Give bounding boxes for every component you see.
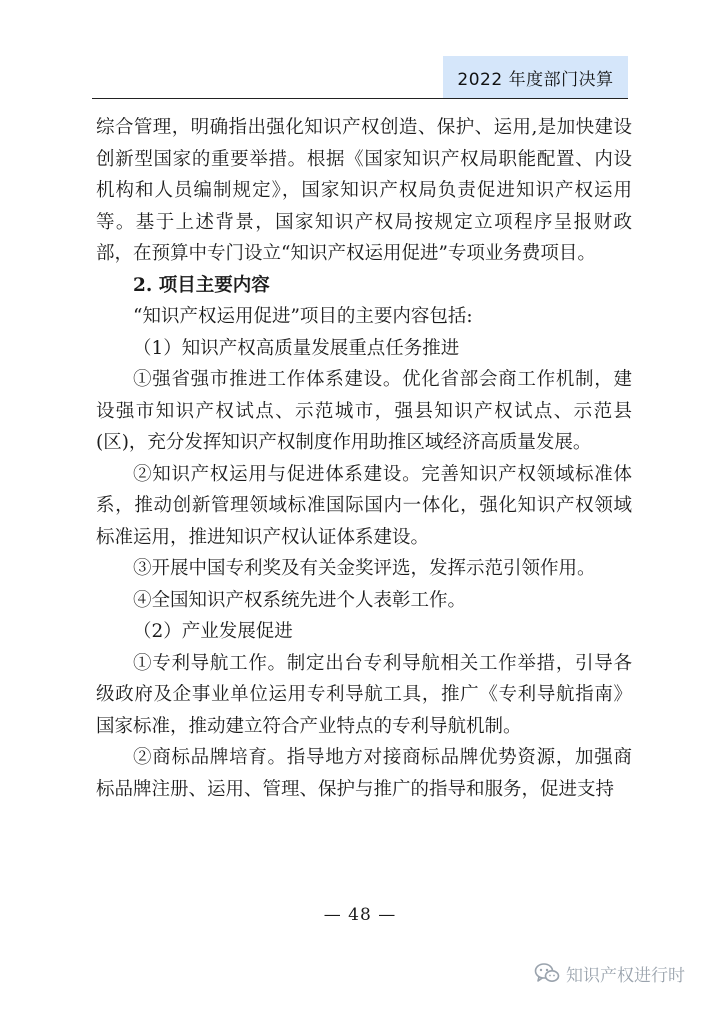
subheading-2: （2）产业发展促进 (133, 621, 293, 642)
item-2-1: ①专利导航工作。制定出台专利导航相关工作举措，引导各级政府及企事业单位运用专利导航工具，推广《专利导航指南》国家标准，推动建立符合产业特点的专利导航机制。 (96, 652, 632, 737)
paragraph-background: 综合管理，明确指出强化知识产权创造、保护、运用,是加快建设创新型国家的重要举措。根据《国家知识产权局职能配置、内设机构和人员编制规定》，国家知识产权局负责促进知识产权运用等。基于上述背景，国家知识产权局按规定立项程序呈报财政部，在预算中专门设立“知识产权运用促进”专项业务费项目。 (96, 117, 632, 264)
page-number: — 48 — (323, 905, 397, 925)
item-1-2: ②知识产权运用与促进体系建设。完善知识产权领域标准体系，推动创新管理领域标准国际国内一体化，强化知识产权领域标准运用，推进知识产权认证体系建设。 (96, 463, 632, 548)
item-1-1: ①强省强市推进工作体系建设。优化省部会商工作机制，建设强市知识产权试点、示范城市，强县知识产权试点、示范县(区)，充分发挥知识产权制度作用助推区域经济高质量发展。 (96, 369, 632, 453)
watermark-text: 知识产权进行时 (566, 965, 685, 986)
item-1-3: ③开展中国专利奖及有关金奖评选，发挥示范引领作用。 (133, 558, 596, 579)
wechat-icon (534, 962, 560, 984)
item-1-4: ④全国知识产权系统先进个人表彰工作。 (133, 589, 467, 611)
subheading-1: （1）知识产权高质量发展重点任务推进 (133, 337, 460, 359)
paragraph-intro: “知识产权运用促进”项目的主要内容包括: (133, 306, 473, 327)
header-title: 2022 年度部门决算 (457, 69, 614, 90)
document-body (96, 112, 632, 805)
watermark (534, 958, 685, 988)
header-rule (92, 98, 628, 99)
header-title-box (443, 56, 628, 98)
item-2-2: ②商标品牌培育。指导地方对接商标品牌优势资源，加强商标品牌注册、运用、管理、保护与推广的指导和服务，促进支持 (96, 747, 632, 800)
section-heading-main-content: 2. 项目主要内容 (133, 274, 270, 296)
